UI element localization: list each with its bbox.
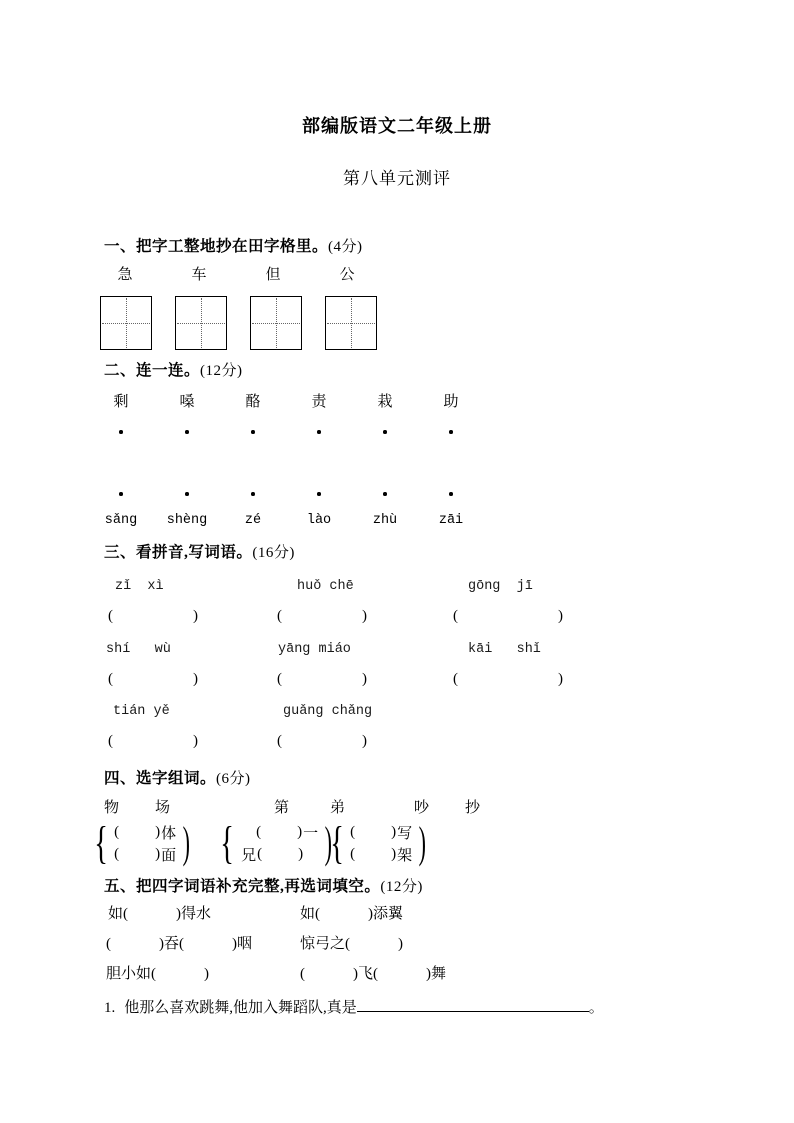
paren-open-glyph: ( [179,936,185,952]
pinyin-label: zǐ xì [115,579,164,594]
section5-score: (12分) [380,879,423,895]
section1-heading [104,234,363,256]
paren-close-glyph: ) [368,906,374,922]
paren-right-glyph: ) [182,818,191,867]
paren-open-glyph: ( [345,936,351,952]
paren-open-glyph: ( [257,845,263,862]
answer-blank [256,824,302,841]
idiom-item [300,902,403,923]
idiom-text: 如 [108,906,124,922]
answer-blank [277,671,367,688]
tianzige-box [175,296,227,350]
idiom-text: 舞 [431,966,447,982]
idiom-item [106,932,252,953]
answer-blank [151,966,209,983]
answer-blank [123,906,181,923]
choice-character: 抄 [465,800,481,816]
sentence-period: 。 [588,1000,604,1016]
tianzige-box [250,296,302,350]
group-character: 面 [161,847,177,864]
answer-blank [106,936,164,953]
word-group-row [114,843,177,865]
word-group-row [114,821,177,843]
choice-character: 场 [155,800,171,816]
paren-close-glyph: ) [159,936,164,952]
match-character: 栽 [377,394,393,410]
paren-close-glyph: ) [297,823,303,840]
paren-close-glyph: ) [232,936,238,952]
connect-dot [251,492,255,496]
paren-open-glyph: ( [277,671,282,687]
paren-open-glyph: ( [114,845,120,862]
pinyin-label: kāi shǐ [468,642,541,657]
idiom-text: 惊弓之 [300,936,346,952]
pinyin-label: guǎng chǎng [283,704,373,719]
match-character: 酪 [245,394,261,410]
word-group-row [350,843,413,865]
word-group-row [240,843,319,865]
answer-blank [453,608,563,625]
page-subtitle: 第八单元测评 [343,169,451,188]
section1-character-row [100,263,396,284]
paren-open-glyph: ( [350,823,356,840]
practice-character: 但 [265,267,281,283]
connect-dot [119,492,123,496]
idiom-text: 咽 [237,936,253,952]
tianzige-box [325,296,377,350]
pinyin-label: yāng miáo [278,642,351,657]
match-character-row [88,390,484,411]
answer-blank [108,733,198,750]
paren-close-glyph: ) [362,733,367,749]
practice-character: 急 [117,267,133,283]
idiom-item [106,962,209,983]
connect-dot [119,430,123,434]
word-group-row [240,821,319,843]
paren-open-glyph: ( [453,671,458,687]
choice-character: 第 [274,800,290,816]
idiom-text: 添翼 [373,906,404,922]
idiom-text: 如 [300,906,316,922]
paren-close-glyph: ) [558,671,563,687]
connect-dot [317,492,321,496]
paren-close-glyph: ) [193,608,198,624]
section2-score: (12分) [200,363,243,379]
section3-heading-text: 三、看拼音,写词语。 [104,544,253,561]
paren-open-glyph: ( [151,966,157,982]
section1-score: (4分) [328,239,363,255]
match-pinyin: lào [306,513,332,528]
idiom-text: 飞 [358,966,374,982]
pinyin-label: tián yě [113,704,170,719]
section2-heading [104,358,243,380]
idiom-text: 得水 [181,906,212,922]
paren-open-glyph: ( [315,906,321,922]
paren-open-glyph: ( [123,906,129,922]
paren-open-glyph: ( [373,966,379,982]
section1-heading-text: 一、把字工整地抄在田字格里。 [104,238,329,255]
match-character: 嗓 [179,394,195,410]
answer-blank [350,824,396,841]
section3-score: (16分) [252,545,295,561]
paren-close-glyph: ) [298,845,304,862]
tianzige-row [100,296,400,350]
group-character: 写 [397,825,413,842]
brace-left-glyph: { [330,817,344,868]
connect-dot [317,430,321,434]
paren-open-glyph: ( [350,845,356,862]
choice-character: 弟 [330,800,346,816]
practice-character: 公 [339,267,355,283]
choice-character: 物 [104,800,120,816]
match-character: 责 [311,394,327,410]
brace-left-glyph: { [94,817,108,868]
answer-blank [108,671,198,688]
match-dot-row-top [88,426,484,434]
brace-left-glyph: { [220,817,234,868]
paren-close-glyph: ) [155,845,161,862]
paren-close-glyph: ) [391,845,397,862]
match-pinyin: shèng [166,513,208,528]
paren-close-glyph: ) [362,608,367,624]
answer-blank [257,846,303,863]
match-pinyin: zāi [438,513,464,528]
choice-character: 吵 [414,800,430,816]
section4-score: (6分) [216,771,251,787]
idiom-text: 吞 [164,936,180,952]
paren-close-glyph: ) [353,966,358,982]
connect-dot [449,430,453,434]
answer-blank [179,936,237,953]
question-text: 他那么喜欢跳舞,他加入舞蹈队,真是 [124,1000,357,1016]
paren-open-glyph: ( [300,966,305,982]
paren-close-glyph: ) [204,966,210,982]
paren-open-glyph: ( [108,608,113,624]
paren-close-glyph: ) [558,608,563,624]
match-character: 助 [443,394,459,410]
answer-blank [315,906,373,923]
group-character: 兄 [241,847,257,864]
answer-blank [108,608,198,625]
pinyin-label: gōng jī [468,579,533,594]
idiom-text: 胆小如 [106,966,152,982]
tianzige-box [100,296,152,350]
match-pinyin: zhù [372,513,398,528]
paren-open-glyph: ( [277,608,282,624]
connect-dot [449,492,453,496]
connect-dot [185,430,189,434]
paren-close-glyph: ) [155,823,161,840]
connect-dot [383,492,387,496]
pinyin-label: huǒ chē [297,579,354,594]
section4-heading-text: 四、选字组词。 [104,770,217,787]
pinyin-label: shí wù [106,642,171,657]
connect-dot [251,430,255,434]
idiom-item [300,932,403,953]
page-title: 部编版语文二年级上册 [302,116,492,136]
section5-heading-text: 五、把四字词语补充完整,再选词填空。 [104,878,381,895]
paren-open-glyph: ( [108,733,113,749]
connect-dot [185,492,189,496]
word-group-row [350,821,413,843]
match-pinyin: zé [244,513,262,528]
paren-right-glyph: ) [324,818,333,867]
paren-close-glyph: ) [362,671,367,687]
paren-close-glyph: ) [391,823,397,840]
answer-blank [373,966,431,983]
answer-blank [300,966,358,983]
match-dot-row-bottom [88,488,484,496]
idiom-item [300,962,446,983]
paren-open-glyph: ( [114,823,120,840]
section2-heading-text: 二、连一连。 [104,362,201,379]
paren-close-glyph: ) [426,966,432,982]
answer-blank [277,608,367,625]
section5-heading [104,874,423,896]
paren-open-glyph: ( [106,936,111,952]
paren-close-glyph: ) [193,671,198,687]
answer-blank [350,846,396,863]
word-group [326,817,430,868]
group-character: 架 [397,847,413,864]
match-pinyin-row [88,513,484,528]
answer-blank [114,824,160,841]
paren-close-glyph: ) [193,733,198,749]
word-group [90,817,194,868]
match-pinyin: sǎng [104,513,138,528]
answer-blank [277,733,367,750]
word-group [216,817,336,868]
paren-open-glyph: ( [256,823,262,840]
group-character: 体 [161,825,177,842]
paren-open-glyph: ( [277,733,282,749]
answer-blank [453,671,563,688]
connect-dot [383,430,387,434]
paren-right-glyph: ) [418,818,427,867]
practice-character: 车 [191,267,207,283]
answer-blank [345,936,403,953]
group-character: 一 [303,825,319,842]
section3-heading [104,540,295,562]
paren-open-glyph: ( [453,608,458,624]
paren-close-glyph: ) [176,906,182,922]
paren-open-glyph: ( [108,671,113,687]
match-character: 剩 [113,394,129,410]
answer-underline [357,997,589,1012]
paren-close-glyph: ) [398,936,404,952]
question-number: 1. [104,1000,116,1016]
answer-blank [114,846,160,863]
section4-heading [104,766,251,788]
idiom-item [108,902,211,923]
fill-in-question [104,996,604,1017]
